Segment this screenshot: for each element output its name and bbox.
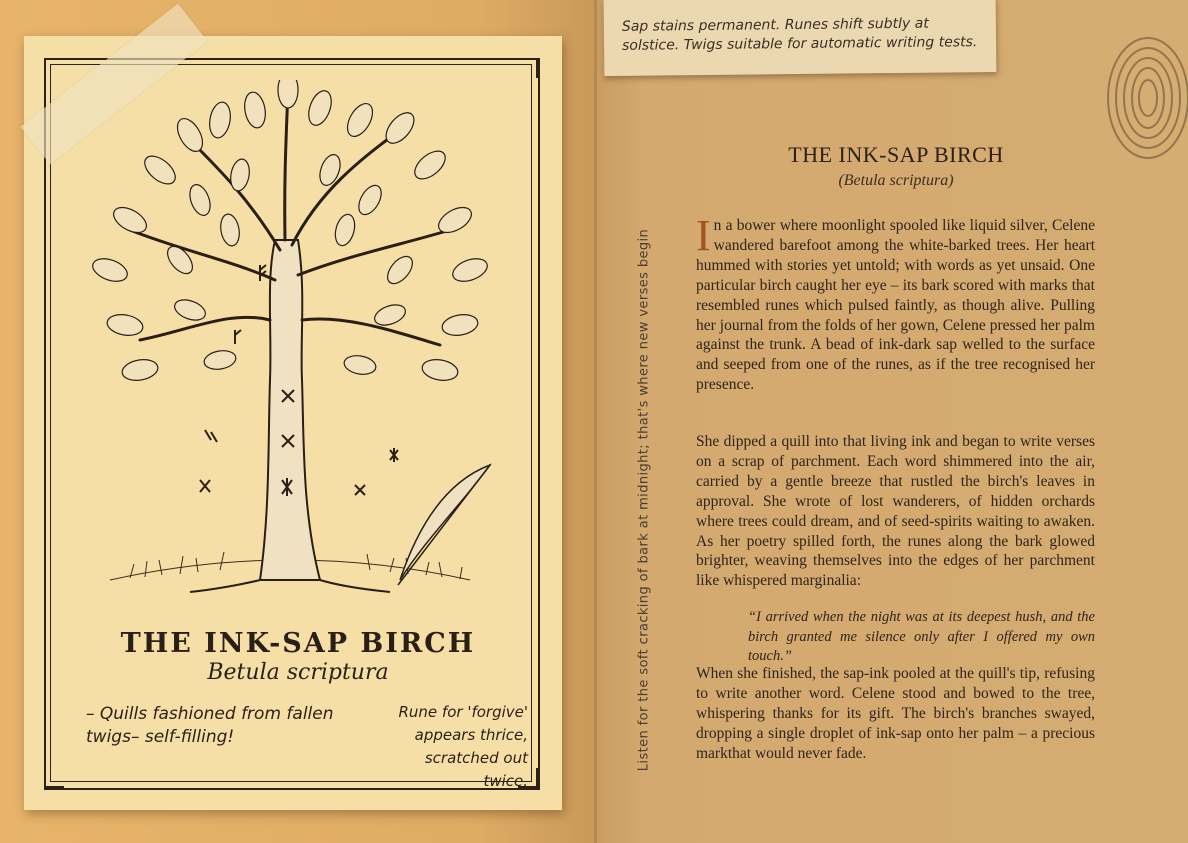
tree-trunk [260, 240, 320, 580]
article-title: THE INK-SAP BIRCH [788, 142, 1004, 167]
article-paragraph [696, 211, 1095, 395]
margin-note: Listen for the soft cracking of bark at midnight; that's where new verses begin [636, 228, 652, 772]
card-subtitle: Betula scriptura [207, 660, 389, 685]
frame-corner [44, 768, 64, 788]
card-title: THE INK-SAP BIRCH [120, 628, 476, 659]
card-note-left: – Quills fashioned from fallen twigs– self-filling! [86, 704, 334, 747]
tree-illustration [70, 80, 510, 610]
frame-corner [518, 58, 538, 78]
paragraph-text: n a bower where moonlight spooled like liquid silver, Celene wandered barefoot among the white-barked trees. Her heart hummed with stories yet untold; with words as yet unsaid. One particular birch caught her eye – its bark scored with marks that resembled runes which pulsed faintly, as though alive. Pulling her journal from the folds of her gown, Celene pressed her palm against the trunk. A bead of ink-dark sap welled to the surface and seeped from one of the runes, as if the tree recognised her presence. [696, 217, 1095, 394]
article-subtitle: (Betula scriptura) [838, 172, 954, 189]
sticky-note-text: Sap stains permanent. Runes shift subtly at solstice. Twigs suitable for automatic writing tests. [621, 15, 978, 54]
frame-corner [44, 58, 64, 78]
card-note-right: Rune for 'forgive' appears thrice, scratched out twice. [398, 703, 528, 790]
fingerprint-icon [1098, 28, 1188, 178]
sticky-note [604, 0, 997, 76]
quill-icon [398, 465, 490, 585]
article-paragraph: She dipped a quill into that living ink and began to write verses on a scrap of parchment. Each word shimmered into the air, carried by a gentle breeze that rustled the birch's leaves in approval. She wrote of lost wanderers, of hidden orchards where trees could dream, and of seed-spirits waiting to awaken. As her poetry spilled forth, the runes along the bark glowed brighter, weaving themselves into the edges of her parchment like whispered marginalia: [696, 433, 1095, 590]
drop-cap: I [696, 211, 711, 260]
article-paragraph: When she finished, the sap-ink pooled at the quill's tip, refusing to write another word. Celene stood and bowed to the tree, whispering thanks for its gift. The birch's branches swayed, dropping a single droplet of ink-sap onto her palm – a precious markthat would never fade. [696, 665, 1095, 762]
article-quote: “I arrived when the night was at its deepest hush, and the birch granted me silence only after I offered my own touch.” [748, 609, 1095, 664]
